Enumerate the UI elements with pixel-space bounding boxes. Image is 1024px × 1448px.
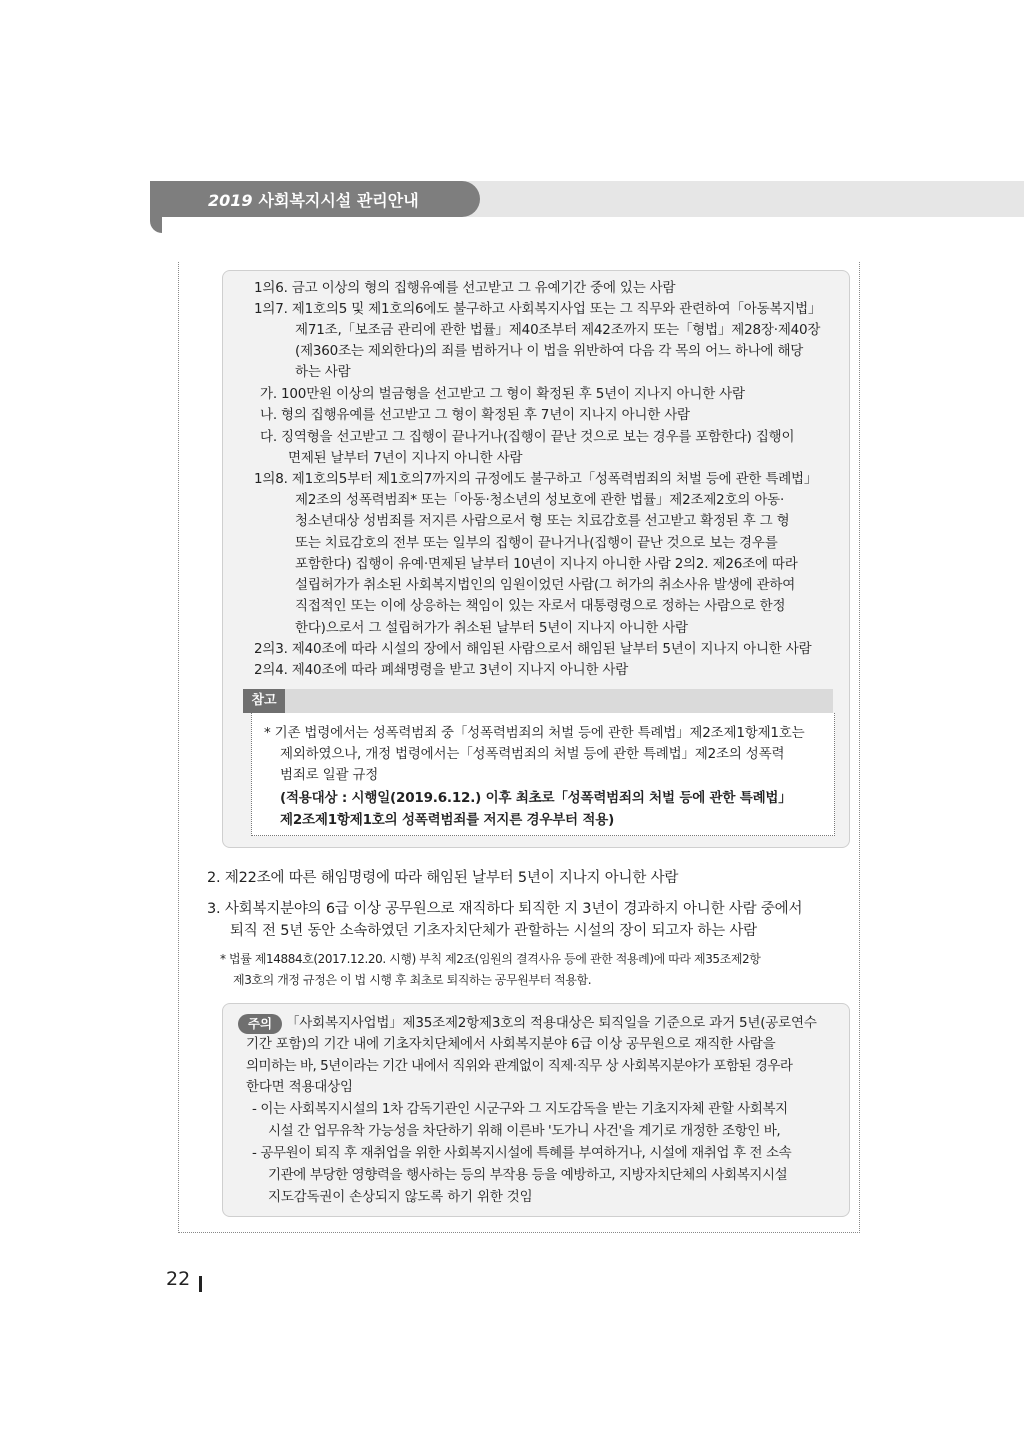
- footnote: * 법률 제14884호(2017.12.20. 시행) 부칙 제2조(임원의 결격사유 등에 관한 적용례)에 따라 제35조제2항: [220, 952, 761, 966]
- reference-line: * 기존 법령에서는 성폭력범죄 중「성폭력범죄의 처벌 등에 관한 특례법」제2조제1항제1호는: [264, 725, 805, 741]
- item-3-cont: 퇴직 전 5년 동안 소속하였던 기초자치단체가 관할하는 시설의 장이 되고자 하는 사람: [230, 923, 757, 939]
- page-number-bar: [199, 1276, 202, 1292]
- header-year: 2019: [208, 191, 253, 210]
- caution-line: 「사회복지사업법」제35조제2항제3호의 적용대상은 퇴직일을 기준으로 과거 5년(공로연수: [286, 1015, 817, 1031]
- caution-line: 의미하는 바, 5년이라는 기간 내에서 직위와 관계없이 직제·직무 상 사회복지분야가 포함된 경우라: [246, 1058, 793, 1074]
- item-1-7-cont: 제71조,「보조금 관리에 관한 법률」제40조부터 제42조까지 또는「형법」제28장·제40장: [295, 322, 821, 338]
- item-1-7-cont: 하는 사람: [295, 364, 351, 380]
- footnote-cont: 제3호의 개정 규정은 이 법 시행 후 최초로 퇴직하는 공무원부터 적용함.: [233, 973, 592, 987]
- item-1-6: 1의6. 금고 이상의 형의 집행유예를 선고받고 그 유예기간 중에 있는 사람: [254, 280, 676, 296]
- item-1-8-cont: 또는 치료감호의 전부 또는 일부의 집행이 끝나거나(집행이 끝난 것으로 보는 경우를: [295, 535, 778, 551]
- reference-header: [243, 689, 833, 713]
- reference-line: 범죄로 일괄 규정: [280, 767, 379, 783]
- item-1-8-cont: 청소년대상 성범죄를 저지른 사람으로서 형 또는 치료감호를 선고받고 확정된 후 그 형: [295, 513, 790, 529]
- item-da: 다. 징역형을 선고받고 그 집행이 끝나거나(집행이 끝난 것으로 보는 경우를 포함한다) 집행이: [260, 429, 795, 445]
- caution-bullet-cont: 시설 간 업무유착 가능성을 차단하기 위해 이른바 '도가니 사건'을 계기로 개정한 조항인 바,: [268, 1123, 781, 1139]
- running-header: [208, 188, 419, 211]
- caution-tag: 주의: [238, 1014, 282, 1034]
- reference-line-bold: 제2조제1항제1호의 성폭력범죄를 저지른 경우부터 적용): [280, 812, 615, 828]
- item-2-3: 2의3. 제40조에 따라 시설의 장에서 해임된 사람으로서 해임된 날부터 5년이 지나지 아니한 사람: [254, 641, 812, 657]
- header-title: 사회복지시설 관리안내: [258, 191, 419, 210]
- item-1-8-cont: 포함한다) 집행이 유예·면제된 날부터 10년이 지나지 아니한 사람 2의2. 제26조에 따라: [295, 556, 798, 572]
- caution-bullet: - 이는 사회복지시설의 1차 감독기관인 시군구와 그 지도감독을 받는 기초지자체 관할 사회복지: [252, 1101, 788, 1117]
- item-1-8-cont: 제2조의 성폭력범죄* 또는「아동·청소년의 성보호에 관한 법률」제2조제2호의 아동·: [295, 492, 785, 508]
- item-3: 3. 사회복지분야의 6급 이상 공무원으로 재직하다 퇴직한 지 3년이 경과하지 아니한 사람 중에서: [207, 901, 803, 917]
- item-1-7: 1의7. 제1호의5 및 제1호의6에도 불구하고 사회복지사업 또는 그 직무와 관련하여「아동복지법」: [254, 301, 822, 317]
- item-1-8-cont: 한다)으로서 그 설립허가가 취소된 날부터 5년이 지나지 아니한 사람: [295, 620, 688, 636]
- item-na: 나. 형의 집행유예를 선고받고 그 형이 확정된 후 7년이 지나지 아니한 사람: [260, 407, 690, 423]
- page-number: 22: [166, 1268, 191, 1290]
- reference-line-bold: (적용대상 : 시행일(2019.6.12.) 이후 최초로「성폭력범죄의 처벌 등에 관한 특례법」: [280, 790, 792, 806]
- item-2: 2. 제22조에 따른 해임명령에 따라 해임된 날부터 5년이 지나지 아니한 사람: [207, 870, 679, 886]
- item-1-8: 1의8. 제1호의5부터 제1호의7까지의 규정에도 불구하고「성폭력범죄의 처벌 등에 관한 특례법」: [254, 471, 818, 487]
- caution-bullet-cont: 지도감독권이 손상되지 않도록 하기 위한 것임: [268, 1189, 533, 1205]
- reference-line: 제외하였으나, 개정 법령에서는「성폭력범죄의 처벌 등에 관한 특례법」제2조의 성폭력: [280, 746, 785, 762]
- item-1-7-cont: (제360조는 제외한다)의 죄를 범하거나 이 법을 위반하여 다음 각 목의 어느 하나에 해당: [295, 343, 804, 359]
- item-ga: 가. 100만원 이상의 벌금형을 선고받고 그 형이 확정된 후 5년이 지나지 아니한 사람: [260, 386, 745, 402]
- item-1-8-cont: 직접적인 또는 이에 상응하는 책임이 있는 자로서 대통령령으로 정하는 사람으로 한정: [295, 598, 786, 614]
- reference-tag: 참고: [243, 689, 285, 713]
- caution-bullet-cont: 기관에 부당한 영향력을 행사하는 등의 부작용 등을 예방하고, 지방자치단체의 사회복지시설: [268, 1167, 788, 1183]
- item-1-8-cont: 설립허가가 취소된 사회복지법인의 임원이었던 사람(그 허가의 취소사유 발생에 관하여: [295, 577, 796, 593]
- item-da-cont: 면제된 날부터 7년이 지나지 아니한 사람: [288, 450, 523, 466]
- caution-line: 기간 포함)의 기간 내에 기초자치단체에서 사회복지분야 6급 이상 공무원으로 재직한 사람을: [246, 1036, 776, 1052]
- caution-bullet: - 공무원이 퇴직 후 재취업을 위한 사회복지시설에 특혜를 부여하거나, 시설에 재취업 후 전 소속: [252, 1145, 792, 1161]
- item-2-4: 2의4. 제40조에 따라 폐쇄명령을 받고 3년이 지나지 아니한 사람: [254, 662, 629, 678]
- caution-line: 한다면 적용대상임: [246, 1079, 353, 1095]
